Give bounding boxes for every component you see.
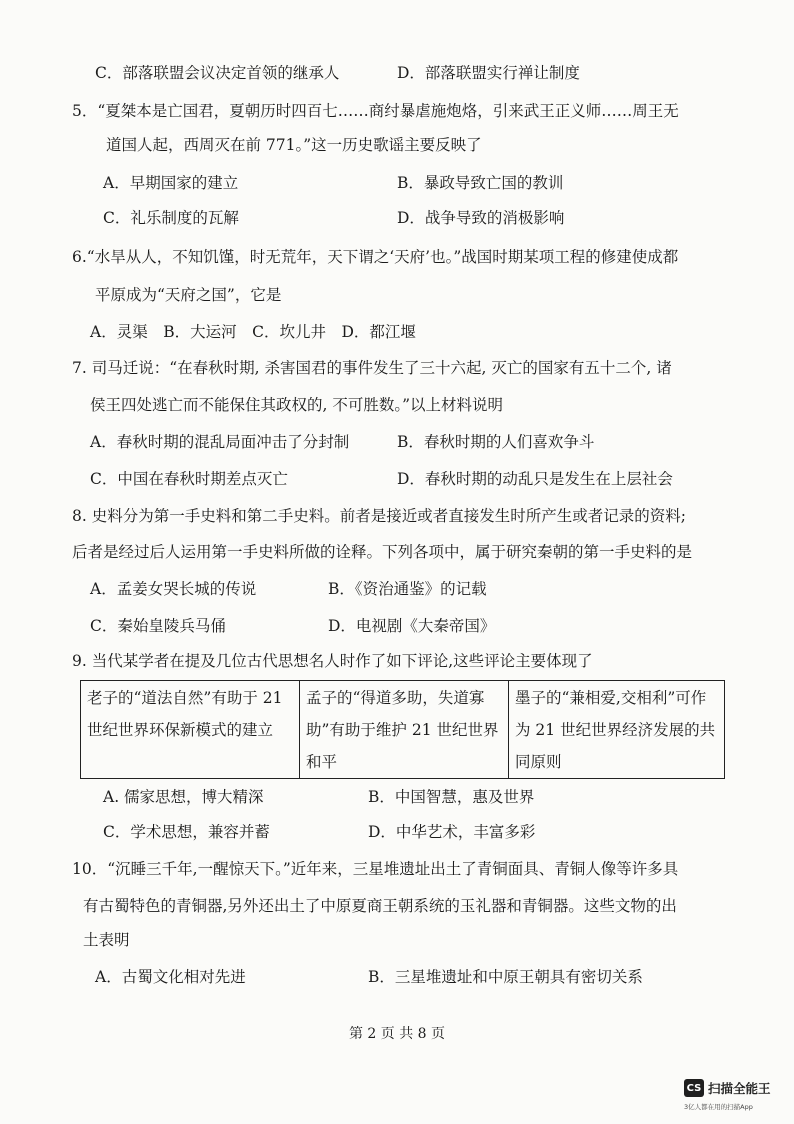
- q5-option-a: A．早期国家的建立: [103, 174, 239, 192]
- q10-stem-line1: 10．“沉睡三千年,一醒惊天下。”近年来，三星堆遗址出土了青铜面具、青铜人像等许多具: [72, 860, 679, 878]
- q9-quote-laozi: 老子的“道法自然”有助于 21 世纪世界环保新模式的建立: [81, 681, 300, 779]
- q9-option-d: D．中华艺术，丰富多彩: [368, 823, 536, 841]
- q7-stem-line1: 7. 司马迁说：“在春秋时期, 杀害国君的事件发生了三十六起, 灭亡的国家有五十二个, 诸: [72, 359, 672, 377]
- watermark-tagline: 3亿人都在用的扫描App: [684, 1103, 753, 1111]
- q9-option-a: A. 儒家思想，博大精深: [103, 788, 264, 806]
- q10-option-b: B．三星堆遗址和中原王朝具有密切关系: [368, 968, 643, 986]
- q9-option-b: B．中国智慧，惠及世界: [368, 788, 535, 806]
- q6-stem-line2: 平原成为“天府之国”，它是: [95, 286, 282, 304]
- q6-stem-line1: 6.“水旱从人，不知饥馑，时无荒年，天下谓之‘天府’也。”战国时期某项工程的修建使成都: [72, 248, 679, 266]
- watermark-app-name: 扫描全能王: [708, 1081, 771, 1096]
- q7-stem-line2: 侯王四处逃亡而不能保住其政权的, 不可胜数。”以上材料说明: [90, 396, 504, 414]
- q7-option-d: D．春秋时期的动乱只是发生在上层社会: [397, 470, 673, 488]
- q8-option-a: A．孟姜女哭长城的传说: [90, 580, 257, 598]
- q7-option-c: C．中国在春秋时期差点灭亡: [90, 470, 288, 488]
- q9-quote-mozi: 墨子的“兼相爱,交相利”可作为 21 世纪世界经济发展的共同原则: [509, 681, 725, 779]
- q4-option-c: C．部落联盟会议决定首领的继承人: [95, 64, 340, 82]
- scanner-watermark: [684, 1079, 771, 1097]
- q10-stem-line2: 有古蜀特色的青铜器,另外还出土了中原夏商王朝系统的玉礼器和青铜器。这些文物的出: [83, 897, 677, 915]
- q9-option-c: C．学术思想，兼容并蓄: [103, 823, 270, 841]
- q8-stem-line2: 后者是经过后人运用第一手史料所做的诠释。下列各项中，属于研究秦朝的第一手史料的是: [72, 543, 693, 561]
- page-number: 第 2 页 共 8 页: [348, 1026, 446, 1042]
- q8-option-b: B．《资治通鉴》的记载: [328, 580, 487, 598]
- q4-option-d: D．部落联盟实行禅让制度: [397, 64, 580, 82]
- q5-option-b: B．暴政导致亡国的教训: [397, 174, 564, 192]
- q5-option-c: C．礼乐制度的瓦解: [103, 209, 239, 227]
- q6-options: A．灵渠 B．大运河 C．坎儿井 D．都江堰: [90, 323, 416, 341]
- q7-option-b: B．春秋时期的人们喜欢争斗: [397, 433, 595, 451]
- q9-stem: 9. 当代某学者在提及几位古代思想名人时作了如下评论,这些评论主要体现了: [72, 652, 593, 670]
- q7-option-a: A．春秋时期的混乱局面冲击了分封制: [90, 433, 350, 451]
- q10-option-a: A．古蜀文化相对先进: [95, 968, 246, 986]
- q5-option-d: D．战争导致的消极影响: [397, 209, 565, 227]
- q5-stem-line2: 道国人起，西周灭在前 771。”这一历史歌谣主要反映了: [106, 136, 482, 154]
- q10-stem-line3: 土表明: [83, 931, 130, 949]
- camscanner-logo-icon: CS: [684, 1079, 704, 1097]
- q9-quote-mengzi: 孟子的“得道多助，失道寡助”有助于维护 21 世纪世界和平: [300, 681, 509, 779]
- q5-stem-line1: 5．“夏桀本是亡国君，夏朝历时四百七……商纣暴虐施炮烙，引来武王正义师……周王无: [72, 102, 679, 120]
- q8-option-c: C．秦始皇陵兵马俑: [90, 617, 226, 635]
- q9-quote-table: [80, 680, 725, 779]
- q8-stem-line1: 8. 史料分为第一手史料和第二手史料。前者是接近或者直接发生时所产生或者记录的资料;: [72, 507, 686, 525]
- q8-option-d: D．电视剧《大秦帝国》: [328, 617, 496, 635]
